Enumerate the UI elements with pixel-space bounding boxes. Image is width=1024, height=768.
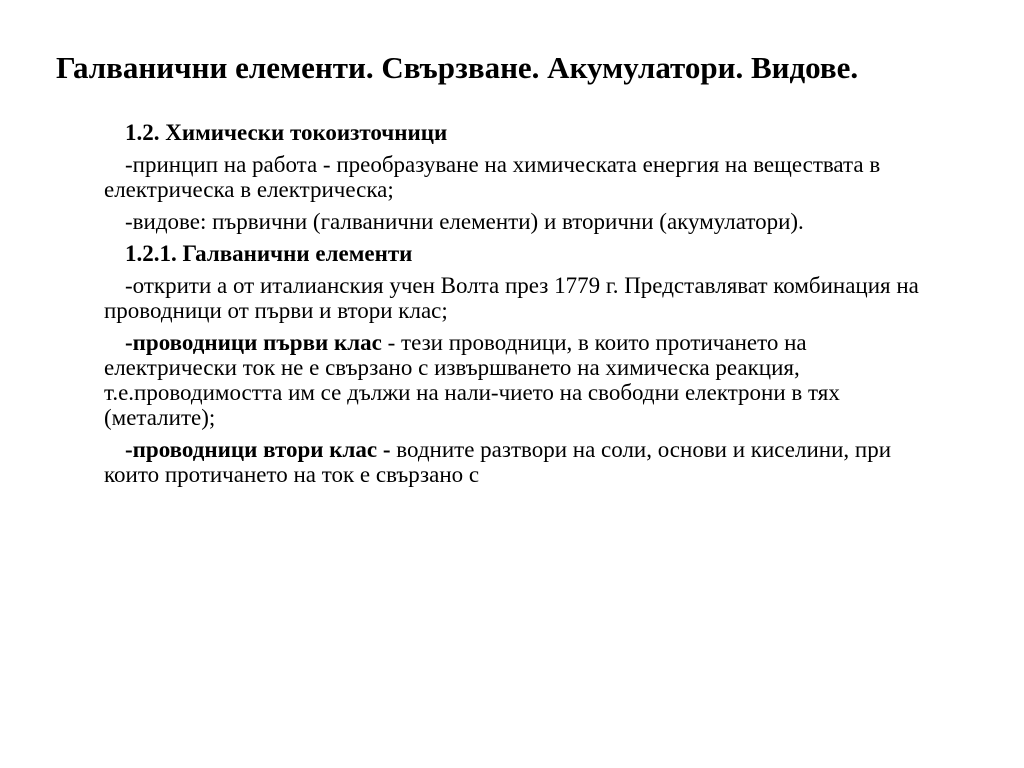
discovery-paragraph: -открити а от италианския учен Волта през 1779 г. Представляват комбинация на проводници от първи и втори клас; (104, 273, 919, 323)
second-class-term: -проводници втори клас - (125, 437, 391, 462)
slide-content (104, 120, 934, 494)
types-paragraph: -видове: първични (галванични елементи) и вторични (акумулатори). (125, 209, 804, 234)
section-heading: 1.2. Химически токоизточници (125, 120, 448, 145)
first-class-paragraph (104, 330, 934, 430)
slide-title: Галванични елементи. Свързване. Акумулатори. Видове. (56, 50, 859, 85)
subsection-heading: 1.2.1. Галванични елементи (125, 241, 413, 266)
second-class-text: водните разтвори на соли, основи и киселини, при които протичането на ток е свързано с (104, 437, 891, 487)
second-class-paragraph (104, 437, 934, 487)
first-class-term: -проводници първи клас (125, 330, 382, 355)
first-class-text: - тези проводници, в които протичането на електрически ток не е свързано с извършването на химическа реакция, т.е.проводимостта им се дължи на нали-чието на свободни електрони в тях (металите); (104, 330, 840, 430)
principle-paragraph: -принцип на работа - преобразуване на химическата енергия на веществата в електрическа в електрическа; (104, 152, 881, 202)
